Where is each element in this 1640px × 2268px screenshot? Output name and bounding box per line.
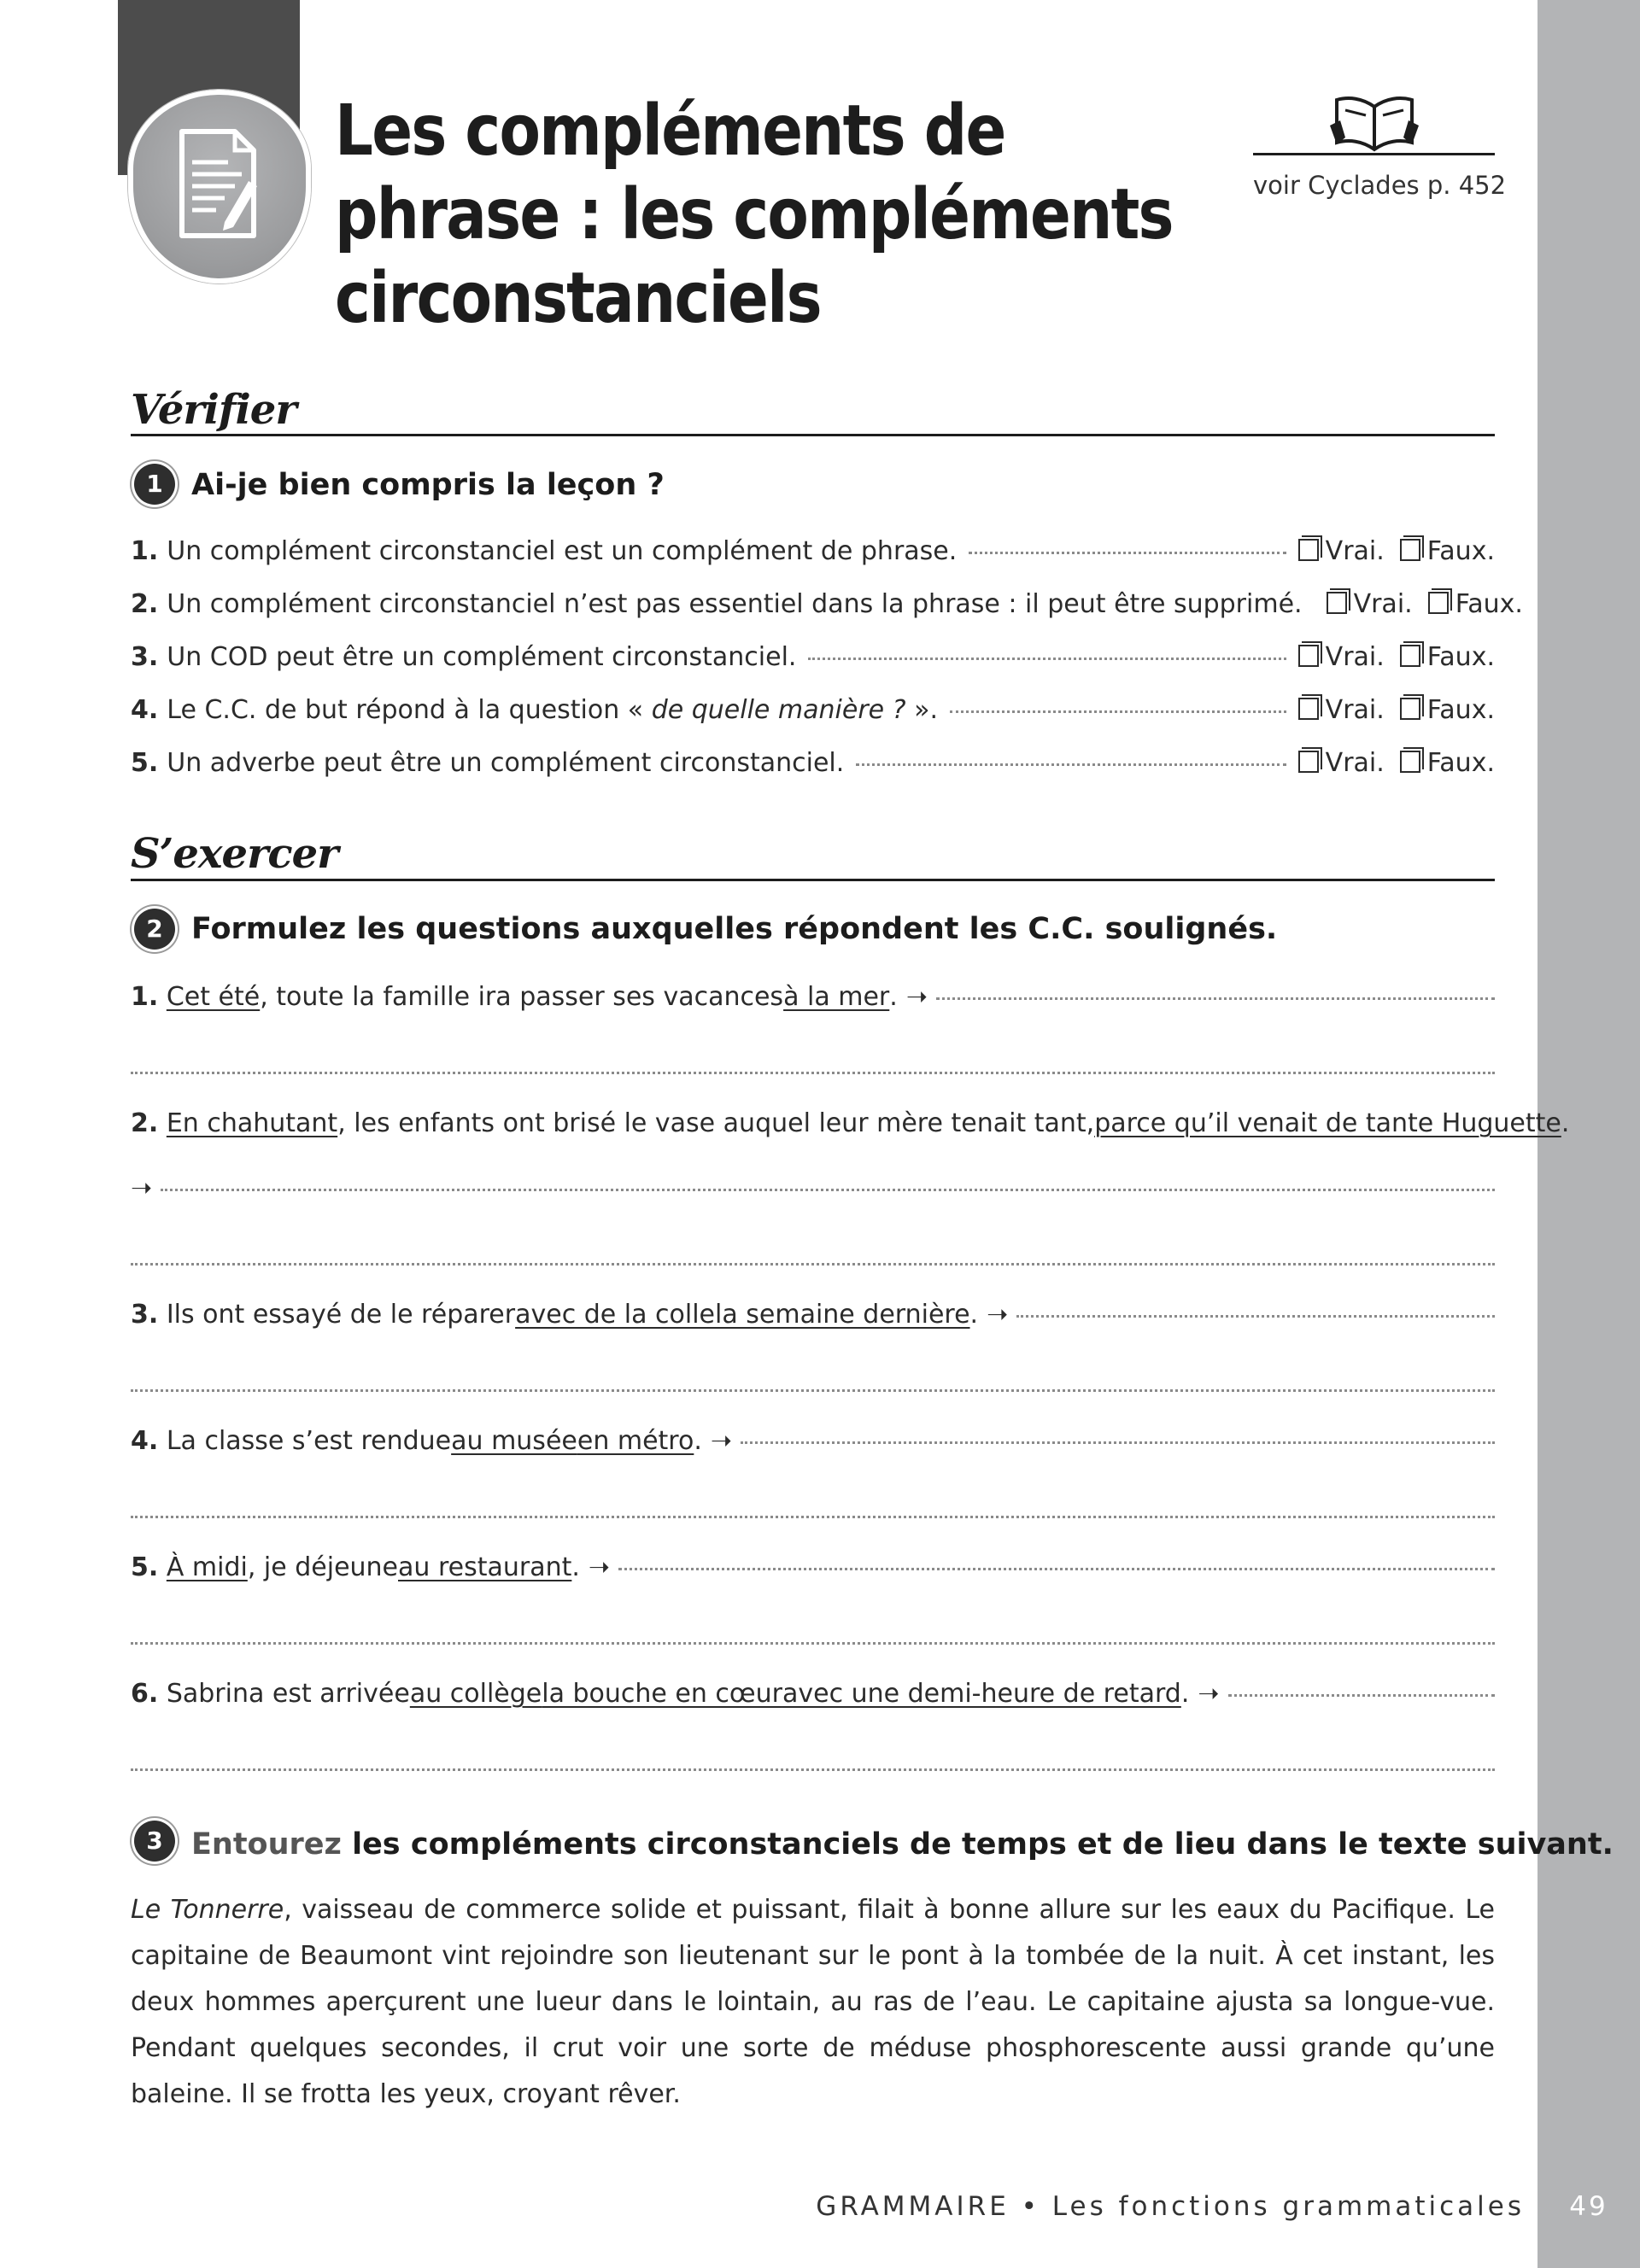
exercise-number-badge: 2 bbox=[134, 909, 175, 950]
item-number: 4. bbox=[131, 695, 159, 725]
exercise-title: Formulez les questions auxquelles répondent les C.C. soulignés. bbox=[191, 912, 1278, 946]
checkbox-icon bbox=[1327, 592, 1347, 614]
passage-text: , vaisseau de commerce solide et puissant, filait à bonne allure sur les eaux du Pacifique. Le capitaine de Beaumont vint rejoindre son lieutenant sur le pont à la tombée de la nuit. À cet instant, les deux hommes aperçurent une lueur dans le lointain, au ras de l’eau. Le capitaine ajusta sa longue-vue. Pendant quelques secondes, il crut voir une sorte de méduse phosphorescente aussi grande qu’une baleine. Il se frotta les yeux, croyant rêver. bbox=[131, 1895, 1495, 2109]
item-text: Un adverbe peut être un complément circonstanciel. bbox=[167, 748, 845, 778]
section-rule bbox=[131, 879, 1495, 881]
underlined-cc: la bouche en cœur bbox=[542, 1679, 782, 1709]
reference-rule bbox=[1253, 153, 1495, 155]
document-pencil-icon bbox=[175, 128, 261, 239]
true-false-item bbox=[131, 748, 1495, 786]
answer-line[interactable] bbox=[131, 1641, 1495, 1645]
item-text: Un complément circonstanciel n’est pas essentiel dans la phrase : il peut être supprimé. bbox=[167, 589, 1303, 619]
checkbox-icon bbox=[1428, 592, 1449, 614]
vrai-choice[interactable]: Vrai. bbox=[1298, 748, 1385, 778]
true-false-item bbox=[131, 536, 1495, 574]
exercise-title: Ai-je bien compris la leçon ? bbox=[191, 468, 665, 502]
faux-choice[interactable]: Faux. bbox=[1428, 589, 1523, 619]
underlined-cc: au musée bbox=[451, 1426, 577, 1456]
answer-line[interactable] bbox=[131, 1768, 1495, 1771]
dotted-leader bbox=[856, 763, 1286, 766]
answer-line[interactable] bbox=[131, 1515, 1495, 1518]
arrow-icon: ➝ bbox=[905, 982, 928, 1012]
checkbox-icon bbox=[1400, 698, 1420, 720]
true-false-item bbox=[131, 695, 1495, 733]
underlined-cc: la semaine dernière bbox=[715, 1300, 970, 1330]
true-false-item bbox=[131, 642, 1495, 680]
item-number: 2. bbox=[131, 589, 159, 619]
arrow-icon: ➝ bbox=[1198, 1679, 1220, 1709]
reading-passage bbox=[131, 1887, 1495, 2118]
answer-field[interactable] bbox=[1228, 1693, 1495, 1697]
underlined-cc: au restaurant bbox=[398, 1552, 572, 1582]
dotted-leader bbox=[950, 710, 1286, 713]
vrai-choice[interactable]: Vrai. bbox=[1298, 536, 1385, 566]
vrai-choice[interactable]: Vrai. bbox=[1298, 695, 1385, 725]
arrow-icon: ➝ bbox=[131, 1173, 153, 1203]
answer-line[interactable] bbox=[131, 1388, 1495, 1392]
answer-line[interactable] bbox=[131, 1071, 1495, 1074]
exercise-number-badge: 3 bbox=[134, 1821, 175, 1862]
exercise-sentence: 6. Sabrina est arrivée au collège la bouche en cœur avec une demi-heure de retard . ➝ bbox=[131, 1679, 1495, 1709]
underlined-cc: parce qu’il venait de tante Huguette bbox=[1094, 1108, 1561, 1138]
checkbox-icon bbox=[1400, 751, 1420, 773]
arrow-icon: ➝ bbox=[987, 1300, 1009, 1330]
underlined-cc: avec de la colle bbox=[515, 1300, 715, 1330]
ship-name: Le Tonnerre bbox=[131, 1895, 284, 1925]
answer-field[interactable] bbox=[1016, 1314, 1495, 1318]
underlined-cc: à la mer bbox=[783, 982, 890, 1012]
exercise-sentence: 2. En chahutant , les enfants ont brisé le vase auquel leur mère tenait tant, parce qu’il venait de tante Huguette . bbox=[131, 1108, 1570, 1138]
checkbox-icon bbox=[1400, 645, 1420, 667]
section-heading-exercer: S’exercer bbox=[131, 830, 338, 878]
faux-choice[interactable]: Faux. bbox=[1400, 642, 1495, 672]
underlined-cc: Cet été bbox=[166, 982, 261, 1012]
exercise-title: Entourez les compléments circonstanciels de temps et de lieu dans le texte suivant. bbox=[191, 1827, 1614, 1862]
underlined-cc: En chahutant bbox=[166, 1108, 338, 1138]
title-line-3: circonstanciels bbox=[335, 258, 821, 339]
vrai-choice[interactable]: Vrai. bbox=[1327, 589, 1413, 619]
exercise-sentence: 4. La classe s’est rendue au musée en métro . ➝ bbox=[131, 1426, 1495, 1456]
underlined-cc: au collège bbox=[409, 1679, 542, 1709]
checkbox-icon bbox=[1298, 751, 1319, 773]
true-false-item bbox=[131, 589, 1523, 627]
answer-field[interactable] bbox=[618, 1567, 1495, 1570]
open-book-icon bbox=[1328, 91, 1420, 156]
answer-field[interactable] bbox=[161, 1188, 1495, 1191]
section-rule bbox=[131, 434, 1495, 436]
checkbox-icon bbox=[1298, 698, 1319, 720]
underlined-cc: avec une demi-heure de retard bbox=[782, 1679, 1181, 1709]
item-text: Un complément circonstanciel est un complément de phrase. bbox=[167, 536, 958, 566]
section-heading-verifier: Vérifier bbox=[131, 386, 296, 434]
exercise-sentence: 1. Cet été , toute la famille ira passer ses vacances à la mer . ➝ bbox=[131, 982, 1495, 1012]
dotted-leader bbox=[808, 657, 1286, 660]
faux-choice[interactable]: Faux. bbox=[1400, 536, 1495, 566]
faux-choice[interactable]: Faux. bbox=[1400, 695, 1495, 725]
item-text: Le C.C. de but répond à la question « de quelle manière ? ». bbox=[167, 695, 939, 725]
item-number: 3. bbox=[131, 642, 159, 672]
dotted-leader bbox=[969, 551, 1286, 554]
vrai-choice[interactable]: Vrai. bbox=[1298, 642, 1385, 672]
page-title bbox=[335, 90, 1173, 341]
title-line-2: phrase : les compléments bbox=[335, 174, 1173, 255]
exercise-sentence: 3. Ils ont essayé de le réparer avec de la colle la semaine dernière . ➝ bbox=[131, 1300, 1495, 1330]
item-text: Un COD peut être un complément circonstanciel. bbox=[167, 642, 797, 672]
checkbox-icon bbox=[1298, 645, 1319, 667]
item-number: 1. bbox=[131, 536, 159, 566]
answer-field[interactable] bbox=[741, 1441, 1495, 1444]
title-line-1: Les compléments de bbox=[335, 91, 1005, 172]
checkbox-icon bbox=[1400, 539, 1420, 561]
faux-choice[interactable]: Faux. bbox=[1400, 748, 1495, 778]
exercise-sentence: 5. À midi , je déjeune au restaurant . ➝ bbox=[131, 1552, 1495, 1582]
item-number: 5. bbox=[131, 748, 159, 778]
page-number: 49 bbox=[1569, 2191, 1608, 2222]
footer-chapter-label: GRAMMAIRE • Les fonctions grammaticales bbox=[816, 2191, 1525, 2222]
checkbox-icon bbox=[1298, 539, 1319, 561]
exercise-number-badge: 1 bbox=[134, 464, 175, 505]
arrow-icon: ➝ bbox=[588, 1552, 611, 1582]
underlined-cc: À midi bbox=[166, 1552, 248, 1582]
underlined-cc: en métro bbox=[577, 1426, 694, 1456]
answer-field[interactable] bbox=[936, 997, 1495, 1000]
textbook-reference: voir Cyclades p. 452 bbox=[1253, 171, 1507, 200]
answer-row bbox=[131, 1173, 1495, 1203]
arrow-icon: ➝ bbox=[710, 1426, 733, 1456]
answer-line[interactable] bbox=[131, 1262, 1495, 1266]
